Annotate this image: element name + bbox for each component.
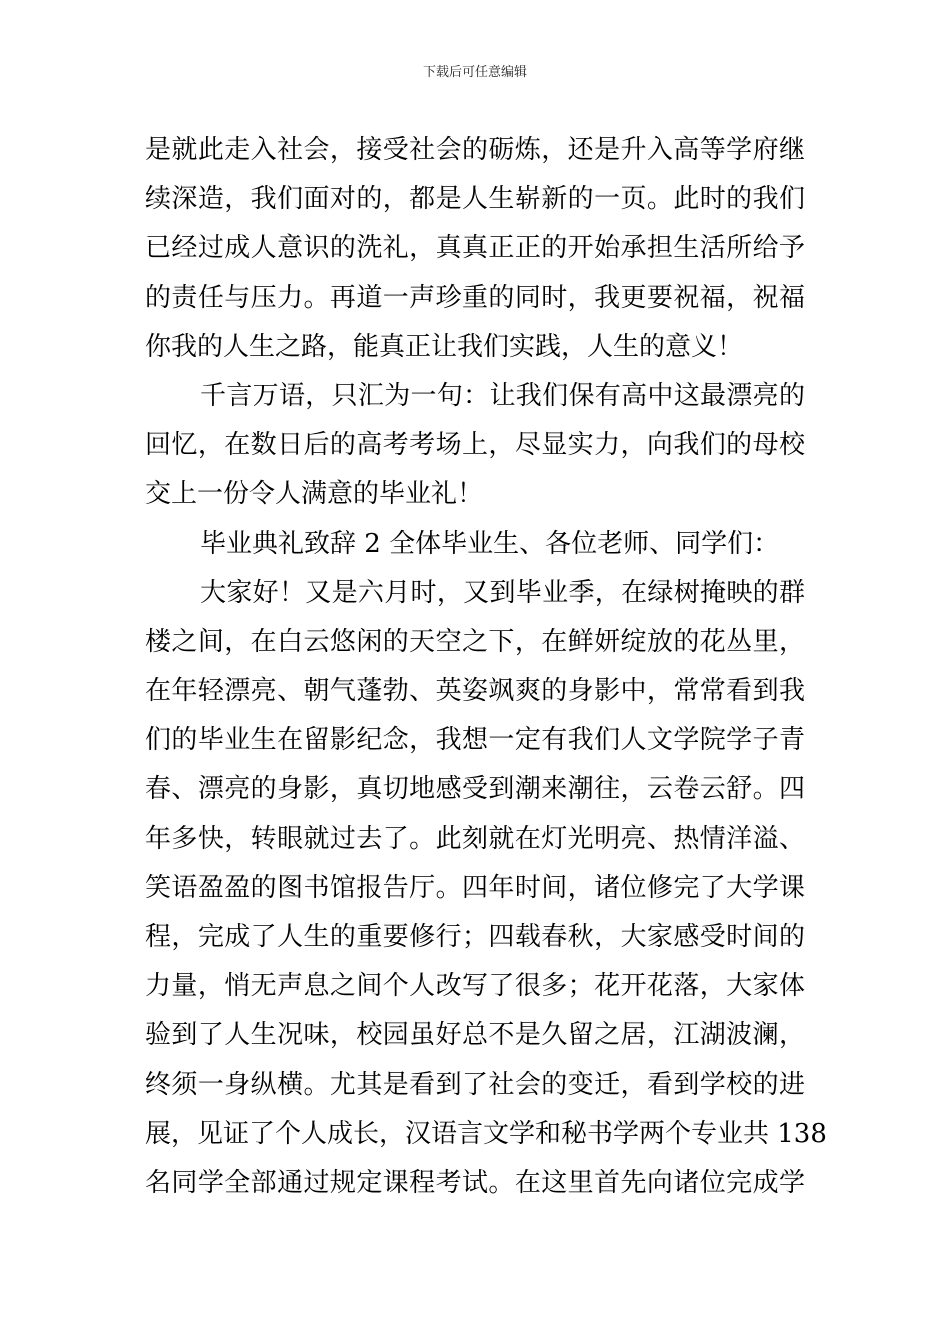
text-line: 展，见证了个人成长，汉语言文学和秘书学两个专业共 138 [145,1118,827,1149]
text-line: 终须一身纵横。尤其是看到了社会的变迁，看到学校的进 [145,1069,805,1100]
text-line: 千言万语，只汇为一句：让我们保有高中这最漂亮的 [200,380,805,411]
text-line: 笑语盈盈的图书馆报告厅。四年时间，诸位修完了大学课 [145,872,805,903]
text-line: 名同学全部通过规定课程考试。在这里首先向诸位完成学 [145,1167,805,1198]
text-line: 已经过成人意识的洗礼，真真正正的开始承担生活所给予 [145,233,805,264]
text-line: 年多快，转眼就过去了。此刻就在灯光明亮、热情洋溢、 [145,823,805,854]
text-line: 大家好！又是六月时，又到毕业季，在绿树掩映的群 [200,577,805,608]
text-line: 毕业典礼致辞 2 全体毕业生、各位老师、同学们： [200,528,780,559]
text-line: 春、漂亮的身影，真切地感受到潮来潮往，云卷云舒。四 [145,774,805,805]
page-header: 下载后可任意编辑 [422,65,527,80]
document-body [145,126,827,1208]
text-line: 交上一份令人满意的毕业礼！ [145,479,484,510]
text-line: 你我的人生之路，能真正让我们实践，人生的意义！ [145,331,744,362]
text-line: 楼之间，在白云悠闲的天空之下，在鲜妍绽放的花丛里， [145,626,805,657]
text-line: 是就此走入社会，接受社会的砺炼，还是升入高等学府继 [145,135,805,165]
text-line: 程，完成了人生的重要修行；四载春秋，大家感受时间的 [145,922,805,952]
text-line: 在年轻漂亮、朝气蓬勃、英姿飒爽的身影中，常常看到我 [145,676,805,707]
text-line: 们的毕业生在留影纪念，我想一定有我们人文学院学子青 [145,725,805,756]
text-line: 续深造，我们面对的，都是人生崭新的一页。此时的我们 [145,184,805,215]
text-line: 的责任与压力。再道一声珍重的同时，我更要祝福，祝福 [145,282,805,313]
text-line: 力量，悄无声息之间个人改写了很多；花开花落，大家体 [145,971,805,1002]
text-line: 验到了人生况味，校园虽好总不是久留之居，江湖波澜， [145,1020,805,1051]
text-line: 回忆，在数日后的高考考场上，尽显实力，向我们的母校 [145,430,805,461]
